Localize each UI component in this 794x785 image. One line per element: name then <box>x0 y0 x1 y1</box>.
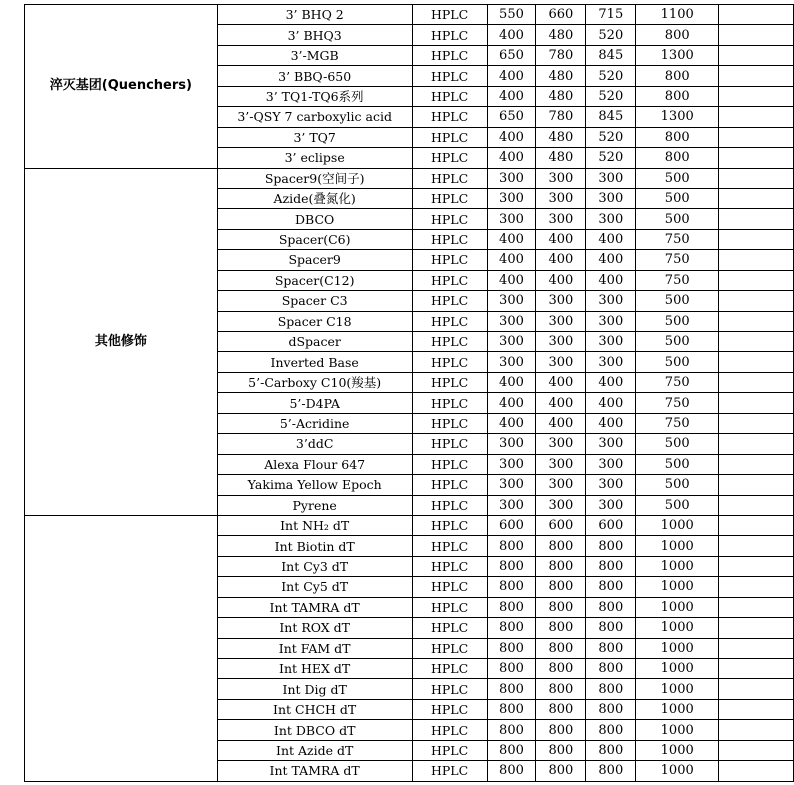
price-cell-3: 300 <box>586 352 636 372</box>
modification-name-cell: 3’ BHQ 2 <box>217 5 412 25</box>
price-cell-4: 800 <box>636 25 719 45</box>
price-cell-4: 1100 <box>636 5 719 25</box>
price-cell-4: 500 <box>636 332 719 352</box>
empty-cell <box>719 209 794 229</box>
purification-method-cell: HPLC <box>412 556 487 576</box>
price-cell-1: 300 <box>487 495 536 515</box>
price-cell-1: 400 <box>487 413 536 433</box>
price-cell-2: 300 <box>536 495 586 515</box>
price-cell-1: 300 <box>487 311 536 331</box>
purification-method-cell: HPLC <box>412 740 487 760</box>
price-cell-3: 300 <box>586 495 636 515</box>
price-cell-2: 800 <box>536 699 586 719</box>
modification-name-cell: Spacer(C12) <box>217 270 412 290</box>
purification-method-cell: HPLC <box>412 679 487 699</box>
price-cell-1: 400 <box>487 393 536 413</box>
purification-method-cell: HPLC <box>412 332 487 352</box>
price-cell-3: 400 <box>586 393 636 413</box>
price-cell-3: 300 <box>586 291 636 311</box>
price-cell-4: 1300 <box>636 45 719 65</box>
empty-cell <box>719 536 794 556</box>
price-cell-2: 300 <box>536 188 586 208</box>
price-cell-2: 300 <box>536 209 586 229</box>
purification-method-cell: HPLC <box>412 659 487 679</box>
empty-cell <box>719 577 794 597</box>
price-cell-3: 800 <box>586 556 636 576</box>
price-cell-4: 1000 <box>636 515 719 535</box>
price-cell-2: 600 <box>536 515 586 535</box>
empty-cell <box>719 720 794 740</box>
empty-cell <box>719 127 794 147</box>
price-table <box>24 4 794 782</box>
modification-name-cell: Spacer9 <box>217 250 412 270</box>
empty-cell <box>719 270 794 290</box>
empty-cell <box>719 291 794 311</box>
empty-cell <box>719 679 794 699</box>
price-cell-4: 1000 <box>636 597 719 617</box>
price-cell-3: 300 <box>586 209 636 229</box>
price-cell-4: 1000 <box>636 536 719 556</box>
price-cell-2: 800 <box>536 597 586 617</box>
empty-cell <box>719 659 794 679</box>
price-cell-1: 800 <box>487 638 536 658</box>
price-cell-2: 800 <box>536 536 586 556</box>
modification-name-cell: 3’ TQ1-TQ6系列 <box>217 86 412 106</box>
price-cell-4: 800 <box>636 127 719 147</box>
price-cell-3: 300 <box>586 188 636 208</box>
empty-cell <box>719 45 794 65</box>
price-cell-1: 300 <box>487 454 536 474</box>
modification-name-cell: 3’-MGB <box>217 45 412 65</box>
price-cell-2: 300 <box>536 332 586 352</box>
modification-name-cell: 3’ TQ7 <box>217 127 412 147</box>
price-cell-3: 520 <box>586 148 636 168</box>
modification-name-cell: Spacer C3 <box>217 291 412 311</box>
price-cell-4: 800 <box>636 66 719 86</box>
price-cell-1: 400 <box>487 148 536 168</box>
modification-name-cell: 3’-QSY 7 carboxylic acid <box>217 107 412 127</box>
purification-method-cell: HPLC <box>412 168 487 188</box>
price-cell-2: 400 <box>536 229 586 249</box>
price-cell-4: 500 <box>636 495 719 515</box>
price-cell-1: 300 <box>487 209 536 229</box>
purification-method-cell: HPLC <box>412 127 487 147</box>
purification-method-cell: HPLC <box>412 5 487 25</box>
price-cell-3: 715 <box>586 5 636 25</box>
purification-method-cell: HPLC <box>412 618 487 638</box>
price-cell-3: 520 <box>586 127 636 147</box>
empty-cell <box>719 413 794 433</box>
price-cell-4: 750 <box>636 229 719 249</box>
price-cell-4: 1000 <box>636 720 719 740</box>
empty-cell <box>719 740 794 760</box>
price-cell-3: 800 <box>586 597 636 617</box>
price-cell-4: 1000 <box>636 638 719 658</box>
modification-name-cell: Int TAMRA dT <box>217 761 412 781</box>
purification-method-cell: HPLC <box>412 372 487 392</box>
category-cell <box>25 515 218 781</box>
purification-method-cell: HPLC <box>412 761 487 781</box>
price-cell-1: 400 <box>487 372 536 392</box>
price-cell-1: 300 <box>487 352 536 372</box>
price-cell-4: 800 <box>636 148 719 168</box>
price-cell-2: 780 <box>536 45 586 65</box>
empty-cell <box>719 148 794 168</box>
modification-name-cell: Azide(叠氮化) <box>217 188 412 208</box>
price-cell-2: 400 <box>536 250 586 270</box>
price-cell-2: 400 <box>536 372 586 392</box>
price-cell-3: 800 <box>586 720 636 740</box>
empty-cell <box>719 515 794 535</box>
price-cell-2: 300 <box>536 291 586 311</box>
modification-name-cell: Inverted Base <box>217 352 412 372</box>
modification-name-cell: 3’ BHQ3 <box>217 25 412 45</box>
purification-method-cell: HPLC <box>412 45 487 65</box>
modification-name-cell: 3’ eclipse <box>217 148 412 168</box>
price-cell-1: 800 <box>487 679 536 699</box>
price-cell-4: 750 <box>636 372 719 392</box>
purification-method-cell: HPLC <box>412 393 487 413</box>
price-cell-3: 400 <box>586 229 636 249</box>
price-cell-4: 1000 <box>636 618 719 638</box>
price-cell-2: 800 <box>536 556 586 576</box>
price-cell-3: 300 <box>586 475 636 495</box>
price-cell-2: 300 <box>536 352 586 372</box>
empty-cell <box>719 188 794 208</box>
price-cell-2: 300 <box>536 168 586 188</box>
purification-method-cell: HPLC <box>412 66 487 86</box>
empty-cell <box>719 618 794 638</box>
price-cell-4: 1000 <box>636 679 719 699</box>
price-cell-1: 800 <box>487 659 536 679</box>
empty-cell <box>719 332 794 352</box>
price-cell-1: 400 <box>487 86 536 106</box>
price-cell-3: 400 <box>586 270 636 290</box>
price-cell-1: 550 <box>487 5 536 25</box>
price-cell-4: 800 <box>636 86 719 106</box>
price-cell-1: 300 <box>487 188 536 208</box>
price-cell-2: 660 <box>536 5 586 25</box>
price-cell-3: 520 <box>586 25 636 45</box>
price-cell-4: 500 <box>636 475 719 495</box>
price-cell-1: 300 <box>487 168 536 188</box>
modification-name-cell: Int DBCO dT <box>217 720 412 740</box>
price-cell-4: 500 <box>636 454 719 474</box>
price-cell-4: 750 <box>636 393 719 413</box>
price-cell-4: 750 <box>636 270 719 290</box>
empty-cell <box>719 556 794 576</box>
modification-name-cell: Alexa Flour 647 <box>217 454 412 474</box>
empty-cell <box>719 372 794 392</box>
empty-cell <box>719 66 794 86</box>
price-cell-2: 480 <box>536 148 586 168</box>
price-cell-2: 800 <box>536 720 586 740</box>
price-cell-1: 800 <box>487 761 536 781</box>
purification-method-cell: HPLC <box>412 188 487 208</box>
price-cell-3: 800 <box>586 577 636 597</box>
price-cell-2: 400 <box>536 413 586 433</box>
price-cell-2: 800 <box>536 761 586 781</box>
modification-name-cell: Yakima Yellow Epoch <box>217 475 412 495</box>
price-cell-1: 400 <box>487 270 536 290</box>
price-cell-4: 500 <box>636 434 719 454</box>
price-cell-1: 800 <box>487 536 536 556</box>
price-cell-2: 300 <box>536 311 586 331</box>
price-cell-3: 800 <box>586 536 636 556</box>
price-cell-3: 300 <box>586 434 636 454</box>
price-cell-3: 520 <box>586 66 636 86</box>
modification-name-cell: Spacer(C6) <box>217 229 412 249</box>
empty-cell <box>719 229 794 249</box>
price-cell-4: 500 <box>636 209 719 229</box>
price-cell-4: 750 <box>636 413 719 433</box>
price-cell-2: 800 <box>536 577 586 597</box>
price-cell-4: 1000 <box>636 740 719 760</box>
empty-cell <box>719 107 794 127</box>
price-cell-2: 480 <box>536 25 586 45</box>
modification-name-cell: Int Cy5 dT <box>217 577 412 597</box>
purification-method-cell: HPLC <box>412 25 487 45</box>
price-cell-2: 800 <box>536 638 586 658</box>
purification-method-cell: HPLC <box>412 454 487 474</box>
empty-cell <box>719 393 794 413</box>
price-cell-1: 800 <box>487 577 536 597</box>
modification-name-cell: 5’-Acridine <box>217 413 412 433</box>
modification-name-cell: 3’ BBQ-650 <box>217 66 412 86</box>
table-row <box>25 168 794 188</box>
empty-cell <box>719 250 794 270</box>
price-cell-2: 400 <box>536 270 586 290</box>
purification-method-cell: HPLC <box>412 352 487 372</box>
price-cell-4: 500 <box>636 168 719 188</box>
purification-method-cell: HPLC <box>412 209 487 229</box>
purification-method-cell: HPLC <box>412 495 487 515</box>
modification-name-cell: Int Biotin dT <box>217 536 412 556</box>
price-cell-3: 300 <box>586 454 636 474</box>
modification-name-cell: Int Cy3 dT <box>217 556 412 576</box>
price-cell-2: 300 <box>536 434 586 454</box>
price-cell-2: 800 <box>536 740 586 760</box>
price-cell-3: 600 <box>586 515 636 535</box>
modification-name-cell: 5’-Carboxy C10(羧基) <box>217 372 412 392</box>
price-cell-4: 500 <box>636 352 719 372</box>
price-cell-3: 845 <box>586 45 636 65</box>
price-cell-2: 800 <box>536 679 586 699</box>
modification-name-cell: Int CHCH dT <box>217 699 412 719</box>
empty-cell <box>719 25 794 45</box>
price-cell-1: 650 <box>487 45 536 65</box>
price-cell-1: 400 <box>487 250 536 270</box>
price-cell-1: 800 <box>487 597 536 617</box>
modification-name-cell: Int Azide dT <box>217 740 412 760</box>
empty-cell <box>719 495 794 515</box>
price-cell-3: 800 <box>586 679 636 699</box>
price-cell-3: 800 <box>586 638 636 658</box>
price-cell-4: 1000 <box>636 577 719 597</box>
purification-method-cell: HPLC <box>412 229 487 249</box>
price-cell-1: 800 <box>487 740 536 760</box>
modification-name-cell: Spacer C18 <box>217 311 412 331</box>
category-cell: 淬灭基团(Quenchers) <box>25 5 218 169</box>
price-cell-3: 800 <box>586 659 636 679</box>
price-cell-2: 300 <box>536 475 586 495</box>
price-cell-1: 400 <box>487 66 536 86</box>
price-cell-2: 780 <box>536 107 586 127</box>
empty-cell <box>719 434 794 454</box>
modification-name-cell: DBCO <box>217 209 412 229</box>
purification-method-cell: HPLC <box>412 536 487 556</box>
modification-name-cell: Int FAM dT <box>217 638 412 658</box>
price-cell-1: 800 <box>487 618 536 638</box>
purification-method-cell: HPLC <box>412 148 487 168</box>
price-cell-3: 300 <box>586 311 636 331</box>
price-cell-3: 300 <box>586 168 636 188</box>
purification-method-cell: HPLC <box>412 699 487 719</box>
price-cell-4: 1000 <box>636 699 719 719</box>
purification-method-cell: HPLC <box>412 270 487 290</box>
price-cell-1: 300 <box>487 332 536 352</box>
price-cell-3: 800 <box>586 761 636 781</box>
empty-cell <box>719 454 794 474</box>
price-cell-1: 400 <box>487 127 536 147</box>
price-cell-3: 400 <box>586 413 636 433</box>
price-cell-4: 1000 <box>636 556 719 576</box>
empty-cell <box>719 761 794 781</box>
price-cell-1: 800 <box>487 556 536 576</box>
modification-name-cell: Spacer9(空间子) <box>217 168 412 188</box>
empty-cell <box>719 5 794 25</box>
price-cell-1: 300 <box>487 475 536 495</box>
price-cell-3: 400 <box>586 372 636 392</box>
empty-cell <box>719 352 794 372</box>
purification-method-cell: HPLC <box>412 250 487 270</box>
price-cell-2: 800 <box>536 618 586 638</box>
price-cell-4: 500 <box>636 311 719 331</box>
price-cell-2: 800 <box>536 659 586 679</box>
modification-name-cell: 3’ddC <box>217 434 412 454</box>
empty-cell <box>719 311 794 331</box>
price-cell-2: 480 <box>536 127 586 147</box>
modification-name-cell: Int TAMRA dT <box>217 597 412 617</box>
purification-method-cell: HPLC <box>412 107 487 127</box>
price-cell-4: 1000 <box>636 659 719 679</box>
price-cell-1: 400 <box>487 229 536 249</box>
purification-method-cell: HPLC <box>412 515 487 535</box>
price-cell-4: 1300 <box>636 107 719 127</box>
empty-cell <box>719 699 794 719</box>
table-row <box>25 5 794 25</box>
modification-name-cell: Pyrene <box>217 495 412 515</box>
price-cell-4: 500 <box>636 291 719 311</box>
price-cell-2: 480 <box>536 66 586 86</box>
price-cell-3: 845 <box>586 107 636 127</box>
modification-name-cell: Int Dig dT <box>217 679 412 699</box>
price-cell-4: 750 <box>636 250 719 270</box>
purification-method-cell: HPLC <box>412 577 487 597</box>
modification-name-cell: Int ROX dT <box>217 618 412 638</box>
modification-name-cell: Int NH₂ dT <box>217 515 412 535</box>
purification-method-cell: HPLC <box>412 475 487 495</box>
price-cell-1: 800 <box>487 720 536 740</box>
price-cell-1: 600 <box>487 515 536 535</box>
price-cell-3: 800 <box>586 699 636 719</box>
empty-cell <box>719 597 794 617</box>
empty-cell <box>719 86 794 106</box>
price-cell-2: 300 <box>536 454 586 474</box>
table-row <box>25 515 794 535</box>
modification-name-cell: dSpacer <box>217 332 412 352</box>
empty-cell <box>719 638 794 658</box>
price-table-body <box>25 5 794 782</box>
category-cell: 其他修饰 <box>25 168 218 515</box>
price-cell-4: 500 <box>636 188 719 208</box>
price-cell-1: 300 <box>487 434 536 454</box>
purification-method-cell: HPLC <box>412 311 487 331</box>
price-cell-3: 800 <box>586 740 636 760</box>
price-cell-3: 520 <box>586 86 636 106</box>
price-cell-2: 480 <box>536 86 586 106</box>
price-cell-3: 400 <box>586 250 636 270</box>
price-cell-2: 400 <box>536 393 586 413</box>
empty-cell <box>719 475 794 495</box>
purification-method-cell: HPLC <box>412 434 487 454</box>
price-cell-1: 800 <box>487 699 536 719</box>
price-cell-3: 300 <box>586 332 636 352</box>
purification-method-cell: HPLC <box>412 86 487 106</box>
purification-method-cell: HPLC <box>412 720 487 740</box>
modification-name-cell: Int HEX dT <box>217 659 412 679</box>
price-cell-1: 300 <box>487 291 536 311</box>
purification-method-cell: HPLC <box>412 597 487 617</box>
price-cell-3: 800 <box>586 618 636 638</box>
price-cell-1: 650 <box>487 107 536 127</box>
modification-name-cell: 5’-D4PA <box>217 393 412 413</box>
purification-method-cell: HPLC <box>412 638 487 658</box>
purification-method-cell: HPLC <box>412 291 487 311</box>
price-cell-1: 400 <box>487 25 536 45</box>
purification-method-cell: HPLC <box>412 413 487 433</box>
empty-cell <box>719 168 794 188</box>
price-cell-4: 1000 <box>636 761 719 781</box>
